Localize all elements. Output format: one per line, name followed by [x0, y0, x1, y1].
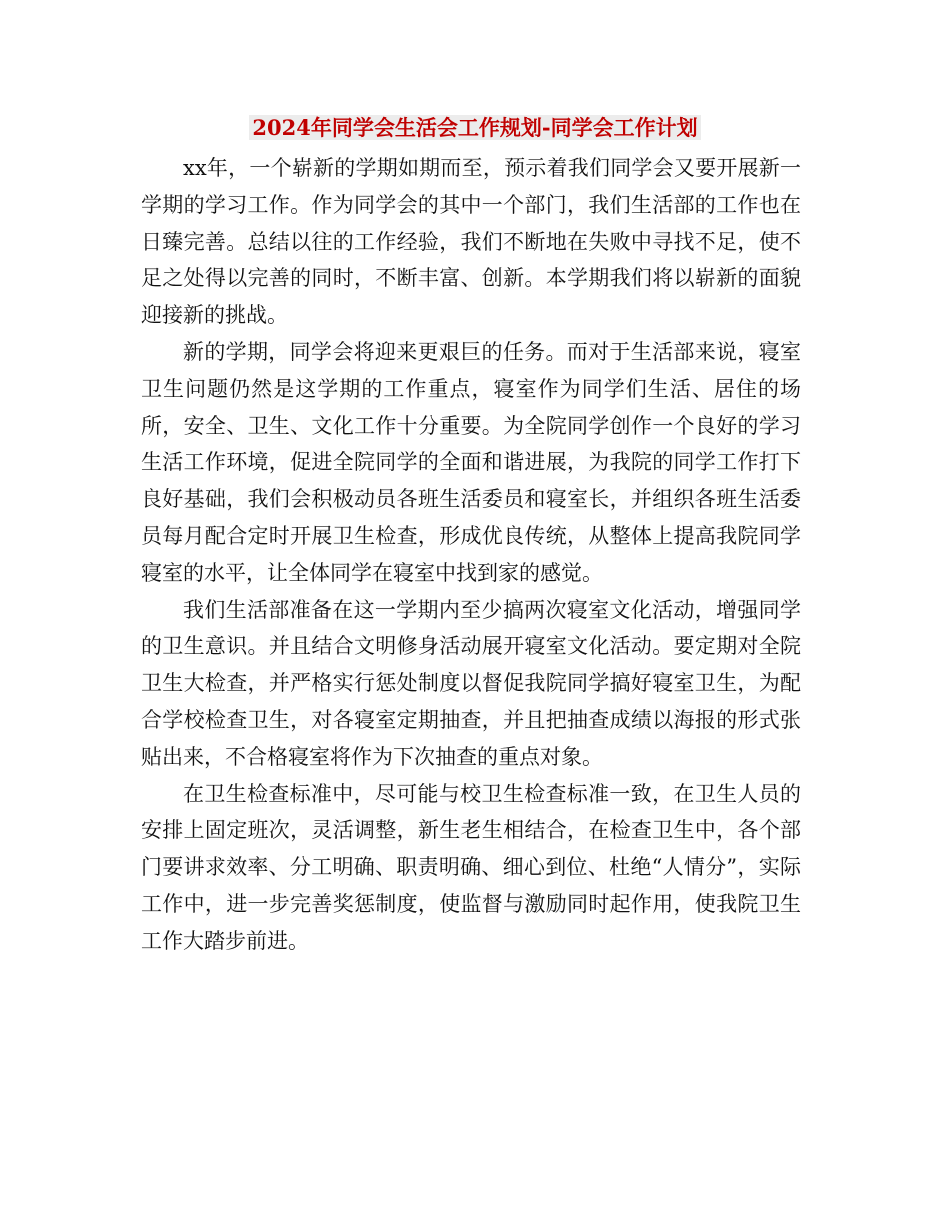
paragraph: 我们生活部准备在这一学期内至少搞两次寝室文化活动，增强同学的卫生意识。并且结合文明修身活动展开寝室文化活动。要定期对全院卫生大检查，并严格实行惩处制度以督促我院同学搞好寝室卫生，为配合学校检查卫生，对各寝室定期抽查，并且把抽查成绩以海报的形式张贴出来，不合格寝室将作为下次抽查的重点对象。 [141, 597, 801, 769]
paragraph: 在卫生检查标准中，尽可能与校卫生检查标准一致，在卫生人员的安排上固定班次，灵活调整，新生老生相结合，在检查卫生中，各个部门要讲求效率、分工明确、职责明确、细心到位、杜绝“人情分”，实际工作中，进一步完善奖惩制度，使监督与激励同时起作用，使我院卫生工作大踏步前进。 [141, 781, 801, 953]
paragraph: 新的学期，同学会将迎来更艰巨的任务。而对于生活部来说，寝室卫生问题仍然是这学期的工作重点，寝室作为同学们生活、居住的场所，安全、卫生、文化工作十分重要。为全院同学创作一个良好的学习生活工作环境，促进全院同学的全面和谐进展，为我院的同学工作打下良好基础，我们会积极动员各班生活委员和寝室长，并组织各班生活委员每月配合定时开展卫生检查，形成优良传统，从整体上提高我院同学寝室的水平，让全体同学在寝室中找到家的感觉。 [141, 339, 801, 585]
paragraph: xx年，一个崭新的学期如期而至，预示着我们同学会又要开展新一学期的学习工作。作为同学会的其中一个部门，我们生活部的工作也在日臻完善。总结以往的工作经验，我们不断地在失败中寻找不足，使不足之处得以完善的同时，不断丰富、创新。本学期我们将以崭新的面貌迎接新的挑战。 [141, 156, 801, 328]
document-body [141, 150, 801, 960]
document-title: 2024年同学会生活会工作规划-同学会工作计划 [249, 115, 700, 140]
document-title-block [0, 113, 950, 143]
